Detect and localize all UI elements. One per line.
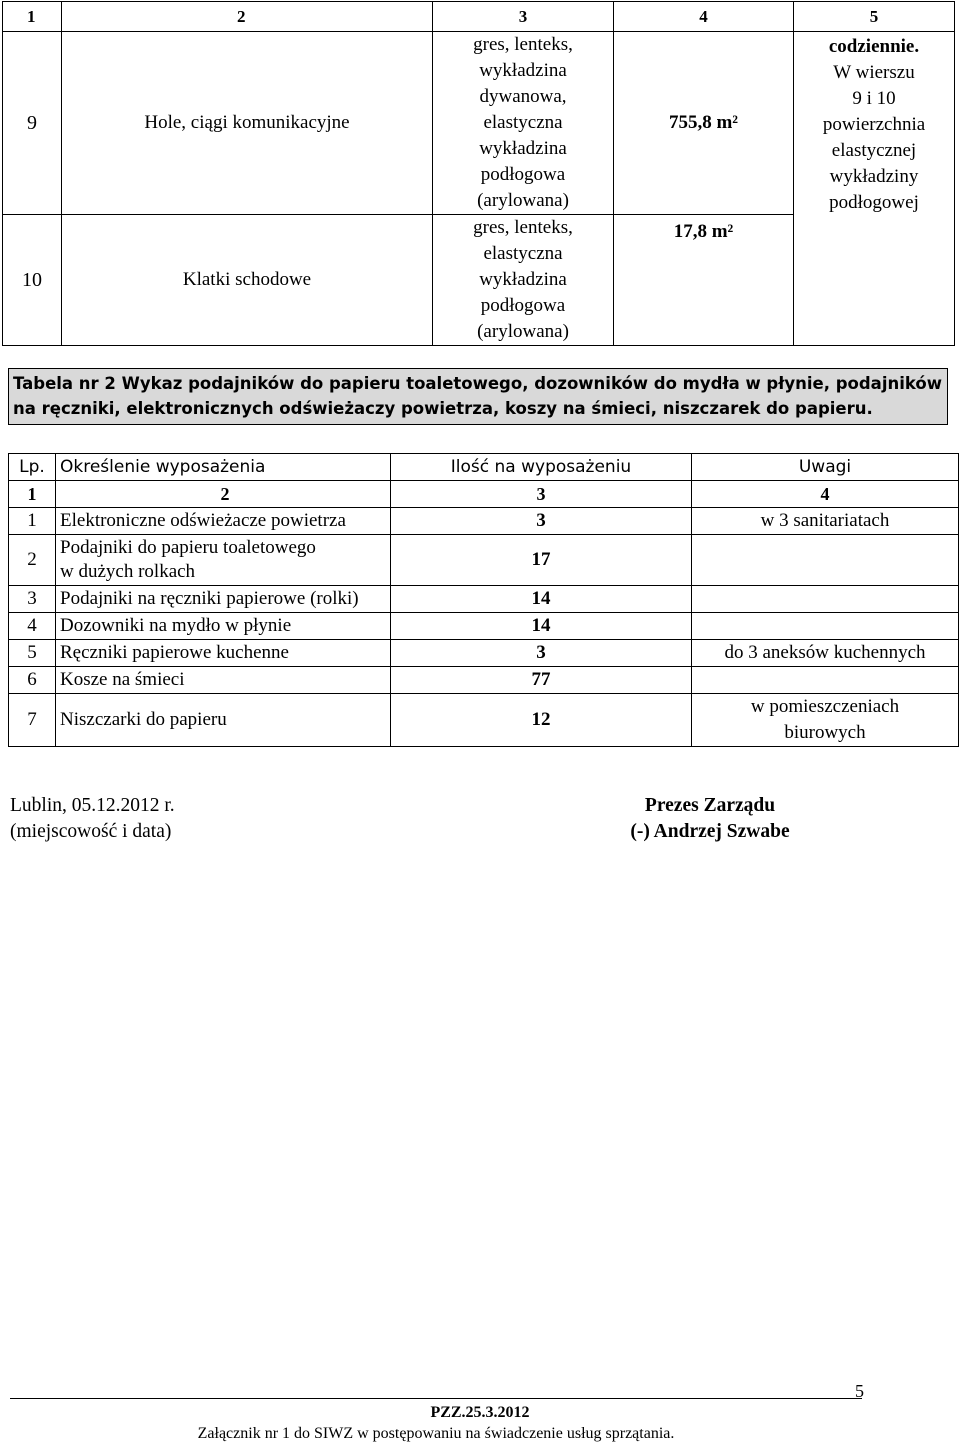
item-name: Podajniki do papieru toaletowego w dużych rolkach <box>56 535 391 586</box>
area-value: 755,8 m² <box>614 32 794 215</box>
item-name: Kosze na śmieci <box>56 667 391 694</box>
cleaning-note <box>794 32 955 346</box>
row-lp: 6 <box>9 667 56 694</box>
item-name: Ręczniki papierowe kuchenne <box>56 640 391 667</box>
item-name: Podajniki na ręczniki papierowe (rolki) <box>56 586 391 613</box>
signatory-name: (-) Andrzej Szwabe <box>630 821 790 842</box>
surface-table <box>2 1 955 346</box>
item-note <box>692 667 959 694</box>
place-date-caption: (miejscowość i data) <box>10 821 172 842</box>
row-number: 10 <box>3 215 62 346</box>
item-quantity: 14 <box>391 613 692 640</box>
table-row <box>9 694 959 747</box>
floor-material: gres, lenteks, elastyczna wykładzina podłogowa (arylowana) <box>433 215 614 346</box>
item-name: Dozowniki na mydło w płynie <box>56 613 391 640</box>
equipment-table-header-row <box>9 454 959 481</box>
item-quantity: 77 <box>391 667 692 694</box>
row-lp: 7 <box>9 694 56 747</box>
note-frequency: codziennie. <box>828 36 920 57</box>
row-lp: 4 <box>9 613 56 640</box>
signatory-title: Prezes Zarządu <box>644 795 776 816</box>
footer-divider <box>10 1398 862 1399</box>
table-row <box>9 613 959 640</box>
item-note <box>692 586 959 613</box>
area-value: 17,8 m² <box>614 215 794 346</box>
column-number: 5 <box>794 2 955 32</box>
table-2-title: Tabela nr 2 Wykaz podajników do papieru toaletowego, dozowników do mydła w płynie, podajników na ręczniki, elektronicznych odświeżaczy powietrza, koszy na śmieci, niszczarek do papieru. <box>8 368 948 425</box>
row-lp: 2 <box>9 535 56 586</box>
table-row <box>9 535 959 586</box>
equipment-table <box>8 453 959 747</box>
item-note <box>692 613 959 640</box>
header-note: Uwagi <box>692 454 959 481</box>
equipment-table-number-row <box>9 481 959 508</box>
column-number: 1 <box>9 481 56 508</box>
page-number: 5 <box>855 1381 864 1401</box>
room-name: Hole, ciągi komunikacyjne <box>62 32 433 215</box>
footer-attachment-note: Załącznik nr 1 do SIWZ w postępowaniu na świadczenie usług sprzątania. <box>197 1425 675 1442</box>
note-text: W wierszu 9 i 10 powierzchnia elastycznej wykładziny podłogowej <box>822 62 926 213</box>
item-note: w 3 sanitariatach <box>692 508 959 535</box>
column-number: 2 <box>56 481 391 508</box>
table-row <box>9 667 959 694</box>
item-name: Niszczarki do papieru <box>56 694 391 747</box>
surface-table-header-row <box>3 2 955 32</box>
column-number: 1 <box>3 2 62 32</box>
item-note: w pomieszczeniach biurowych <box>692 694 959 747</box>
column-number: 3 <box>433 2 614 32</box>
header-lp: Lp. <box>9 454 56 481</box>
floor-material: gres, lenteks, wykładzina dywanowa, elastyczna wykładzina podłogowa (arylowana) <box>433 32 614 215</box>
table-row <box>9 640 959 667</box>
row-lp: 3 <box>9 586 56 613</box>
header-qty: Ilość na wyposażeniu <box>391 454 692 481</box>
place-date: Lublin, 05.12.2012 r. <box>10 795 175 816</box>
column-number: 4 <box>614 2 794 32</box>
item-quantity: 14 <box>391 586 692 613</box>
item-note <box>692 535 959 586</box>
item-quantity: 3 <box>391 640 692 667</box>
column-number: 2 <box>62 2 433 32</box>
room-name: Klatki schodowe <box>62 215 433 346</box>
item-quantity: 12 <box>391 694 692 747</box>
column-number: 4 <box>692 481 959 508</box>
row-number: 9 <box>3 32 62 215</box>
table-row <box>9 586 959 613</box>
item-quantity: 17 <box>391 535 692 586</box>
header-name: Określenie wyposażenia <box>56 454 391 481</box>
item-name: Elektroniczne odświeżacze powietrza <box>56 508 391 535</box>
table-row <box>3 32 955 215</box>
row-lp: 5 <box>9 640 56 667</box>
footer-reference-code: PZZ.25.3.2012 <box>430 1404 530 1421</box>
item-quantity: 3 <box>391 508 692 535</box>
item-note: do 3 aneksów kuchennych <box>692 640 959 667</box>
table-row <box>9 508 959 535</box>
column-number: 3 <box>391 481 692 508</box>
row-lp: 1 <box>9 508 56 535</box>
